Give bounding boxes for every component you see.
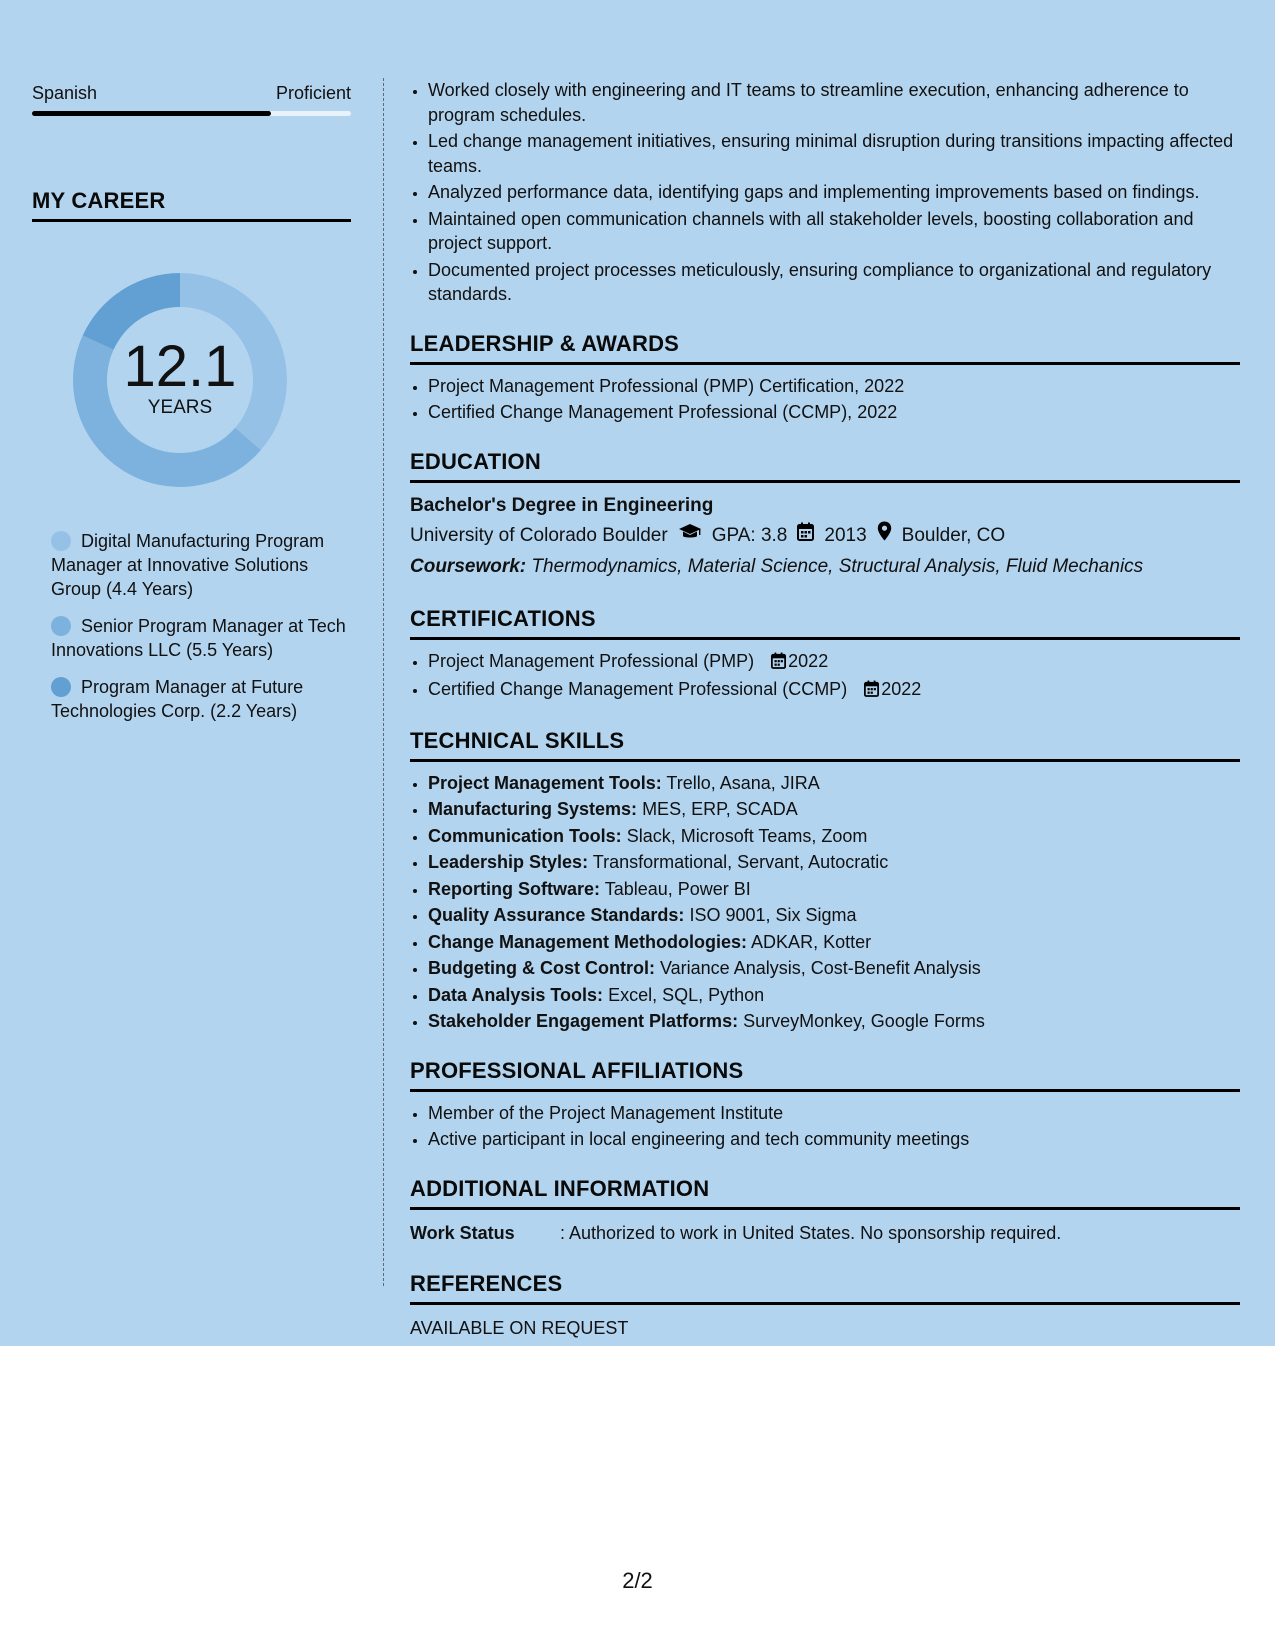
education-year: 2013 [824, 524, 867, 546]
education-section-title: EDUCATION [410, 447, 1240, 483]
skill-value: MES, ERP, SCADA [642, 799, 798, 819]
certification-name: Project Management Professional (PMP) [428, 650, 755, 671]
skill-item [428, 877, 1240, 902]
skill-label: Project Management Tools: [428, 772, 662, 793]
skill-label: Communication Tools: [428, 825, 622, 846]
graduation-cap-icon [678, 520, 702, 552]
awards-list [410, 374, 1240, 425]
skill-item [428, 956, 1240, 981]
column-divider [383, 78, 384, 1286]
legend-dot-icon [51, 677, 71, 697]
affiliations-section-title: PROFESSIONAL AFFILIATIONS [410, 1056, 1240, 1092]
experience-bullet: • Analyzed performance data, identifying gaps and implementing improvements based on findings. [428, 180, 1240, 205]
work-status-row [410, 1219, 1240, 1247]
coursework-label: Coursework: [410, 555, 527, 577]
career-legend-item [51, 614, 351, 662]
skill-item [428, 797, 1240, 822]
work-status-value: : Authorized to work in United States. No sponsorship required. [560, 1222, 1062, 1243]
certification-item [428, 677, 1240, 704]
experience-bullets [410, 78, 1240, 307]
language-name: Spanish [32, 83, 98, 103]
skill-label: Manufacturing Systems: [428, 799, 638, 819]
references-section-title: REFERENCES [410, 1269, 1240, 1305]
education-location: Boulder, CO [901, 524, 1006, 546]
certifications-section-title: CERTIFICATIONS [410, 604, 1240, 640]
award-item: • Certified Change Management Professional (CCMP), 2022 [428, 400, 1240, 425]
skill-item [428, 983, 1240, 1008]
skill-value: Excel, SQL, Python [608, 984, 765, 1005]
skill-label: Data Analysis Tools: [428, 984, 604, 1005]
skill-label: Budgeting & Cost Control: [428, 958, 655, 978]
language-proficiency-fill [32, 111, 271, 116]
skill-label: Leadership Styles: [428, 852, 589, 872]
skill-value: Trello, Asana, JIRA [666, 772, 820, 793]
work-status-label: Work Status [410, 1222, 515, 1243]
career-legend-item [51, 529, 351, 601]
affiliation-item: • Member of the Project Management Institute [428, 1101, 1240, 1126]
skill-item [428, 930, 1240, 955]
skill-label: Stakeholder Engagement Platforms: [428, 1011, 739, 1031]
additional-section-title: ADDITIONAL INFORMATION [410, 1174, 1240, 1210]
skill-value: Variance Analysis, Cost-Benefit Analysis [659, 958, 981, 978]
skill-value: ISO 9001, Six Sigma [689, 905, 857, 925]
affiliations-list [410, 1101, 1240, 1152]
skill-value: ADKAR, Kotter [751, 931, 872, 952]
experience-bullet: • Led change management initiatives, ensuring minimal disruption during transitions impacting affected teams. [428, 129, 1240, 178]
skill-item [428, 824, 1240, 849]
total-years-unit: YEARS [147, 397, 213, 418]
certification-year: 2022 [788, 650, 829, 671]
calendar-icon [797, 520, 814, 552]
language-proficiency-bar [32, 111, 351, 116]
skill-label: Quality Assurance Standards: [428, 905, 685, 925]
education-school: University of Colorado Boulder [410, 524, 668, 546]
certification-name: Certified Change Management Professional (CCMP) [428, 679, 848, 699]
career-section-title: MY CAREER [32, 186, 351, 222]
education-degree: Bachelor's Degree in Engineering [410, 494, 714, 516]
page-number: 2/2 [622, 1568, 653, 1593]
right-column [410, 78, 1240, 1342]
language-level: Proficient [275, 83, 351, 103]
skills-section-title: TECHNICAL SKILLS [410, 726, 1240, 762]
location-pin-icon [877, 520, 892, 552]
career-legend-item [51, 675, 351, 723]
skill-item [428, 1009, 1240, 1034]
skill-item [428, 850, 1240, 875]
career-legend-label: Senior Program Manager at Tech Innovations LLC (5.5 Years) [51, 616, 346, 660]
skills-list [410, 771, 1240, 1034]
certification-year: 2022 [881, 679, 922, 699]
affiliation-item: • Active participant in local engineering and tech community meetings [428, 1127, 1240, 1152]
skill-value: Tableau, Power BI [604, 878, 751, 899]
education-gpa: GPA: 3.8 [711, 524, 788, 546]
legend-dot-icon [51, 616, 71, 636]
skill-value: SurveyMonkey, Google Forms [743, 1011, 985, 1031]
skill-item [428, 771, 1240, 796]
calendar-icon [771, 651, 786, 676]
awards-section-title: LEADERSHIP & AWARDS [410, 329, 1240, 365]
career-legend-label: Digital Manufacturing Program Manager at Innovative Solutions Group (4.4 Years) [51, 531, 325, 599]
career-legend-label: Program Manager at Future Technologies Corp. (2.2 Years) [51, 677, 304, 721]
experience-bullet: • Maintained open communication channels with all stakeholder levels, boosting collaboration and project support. [428, 207, 1240, 256]
skill-item [428, 903, 1240, 928]
references-text: AVAILABLE ON REQUEST [410, 1317, 629, 1338]
language-row [32, 78, 351, 108]
skill-value: Slack, Microsoft Teams, Zoom [626, 825, 868, 846]
education-details [410, 520, 1240, 552]
career-donut-chart [65, 265, 295, 495]
career-legend [32, 529, 351, 723]
calendar-icon [864, 679, 879, 704]
skill-label: Change Management Methodologies: [428, 931, 748, 952]
education-coursework [410, 552, 1240, 582]
experience-bullet: • Worked closely with engineering and IT teams to streamline execution, enhancing adherence to program schedules. [428, 78, 1240, 127]
award-item: • Project Management Professional (PMP) Certification, 2022 [428, 374, 1240, 399]
total-years-value: 12.1 [123, 334, 237, 399]
coursework-value: Thermodynamics, Material Science, Structural Analysis, Fluid Mechanics [531, 555, 1144, 577]
skill-value: Transformational, Servant, Autocratic [592, 852, 889, 872]
certifications-list [410, 649, 1240, 704]
left-column [32, 78, 351, 736]
donut-center [65, 265, 295, 495]
skill-label: Reporting Software: [428, 878, 601, 899]
experience-bullet: • Documented project processes meticulously, ensuring compliance to organizational and regulatory standards. [428, 258, 1240, 307]
legend-dot-icon [51, 531, 71, 551]
certification-item [428, 649, 1240, 676]
